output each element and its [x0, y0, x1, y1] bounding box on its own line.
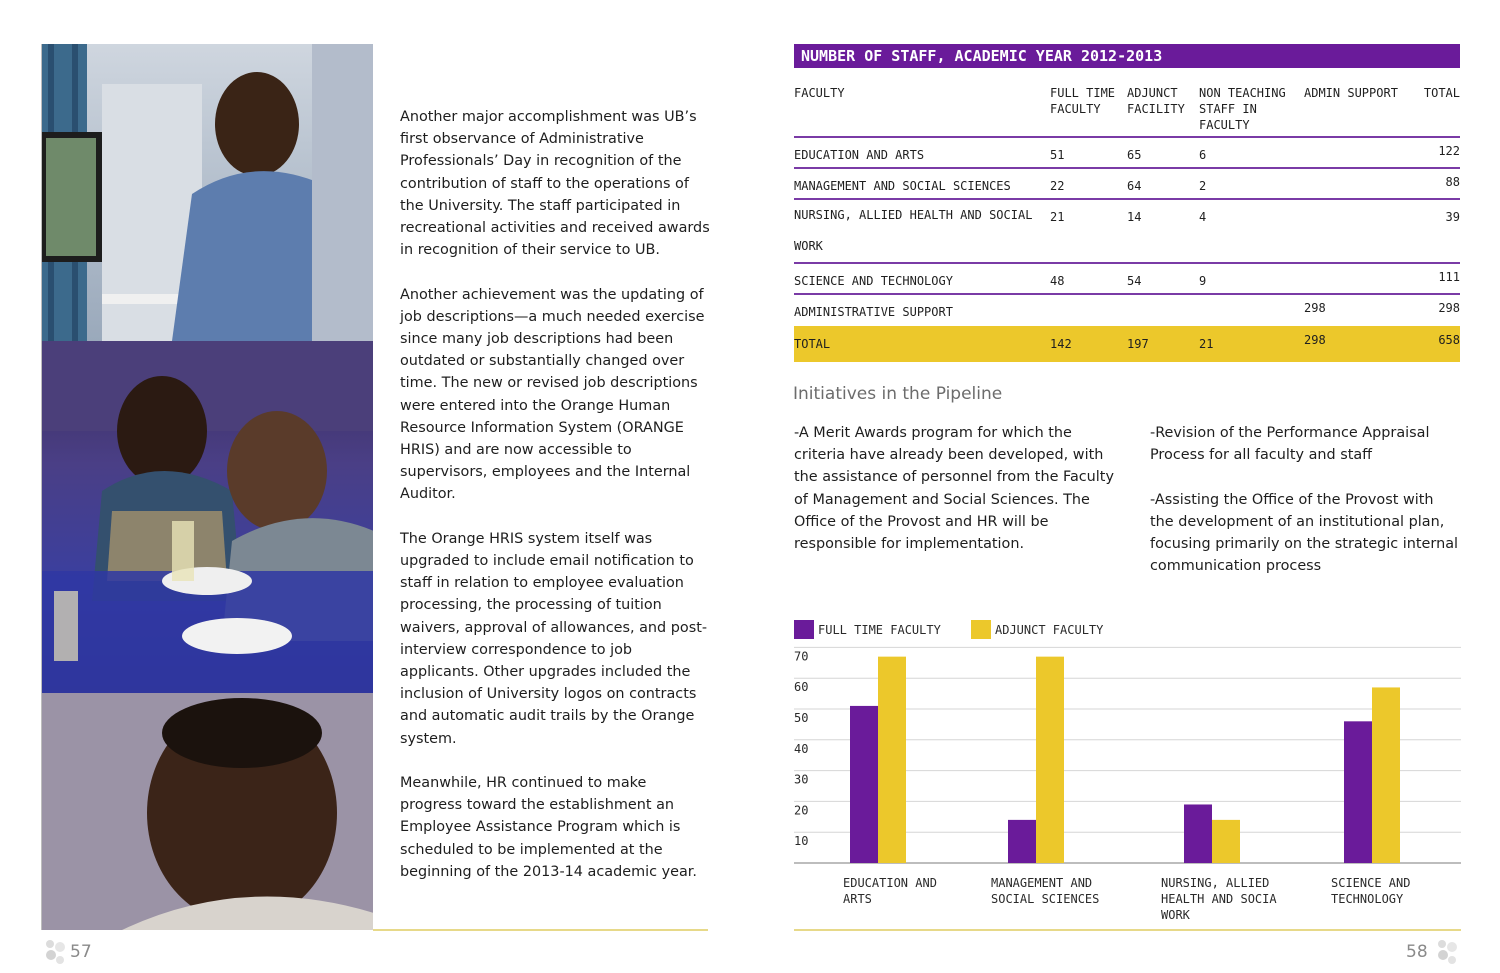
table-cell — [1050, 295, 1127, 326]
table-total-row — [794, 326, 1460, 362]
table-cell: 48 — [1050, 274, 1065, 288]
section-heading: Initiatives in the Pipeline — [793, 384, 1003, 404]
bar — [1372, 687, 1400, 863]
table-cell: 39 — [1445, 210, 1460, 224]
table-cell — [1127, 295, 1199, 326]
folio-ornament-icon — [1434, 938, 1460, 966]
table-cell: 122 — [1438, 144, 1460, 158]
table-cell: 64 — [1127, 179, 1142, 193]
bar — [1036, 657, 1064, 863]
left-body-text — [400, 106, 712, 905]
column-header: ADMIN SUPPORT — [1304, 86, 1398, 100]
table-title: NUMBER OF STAFF, ACADEMIC YEAR 2012-2013 — [794, 44, 1460, 68]
paragraph: Another major accomplishment was UB’s first observance of Administrative Professionals’ Day in recognition of the contribution of staff to the operations of the University. The staff participated in recreational activities and received awards in recognition of their service to UB. — [400, 109, 710, 259]
x-category-label: SCIENCE AND — [1331, 876, 1411, 890]
x-category-label: WORK — [1161, 908, 1190, 922]
table-cell: ADMINISTRATIVE SUPPORT — [794, 305, 953, 319]
paragraph: The Orange HRIS system itself was upgraded to include email notification to staff in relation to employee evaluation processing, the processing of tuition waivers, approval of allowances, and post-interview correspondence to job applicants. Other upgrades included the inclusion of University logos on contracts and automatic audit trails by the Orange system. — [400, 530, 708, 747]
x-category-label: EDUCATION AND — [843, 876, 937, 890]
table-cell: 2 — [1199, 179, 1207, 193]
paragraph: Meanwhile, HR continued to make progress toward the establishment an Employee Assistance Program which is scheduled to be implemented at the beginning of the 2013-14 academic year. — [400, 775, 697, 880]
initiative-item: -A Merit Awards program for which the criteria have already been developed, with the assistance of personnel from the Faculty of Management and Social Sciences. The Office of the Provost and HR will be responsible for implementation. — [794, 425, 1114, 553]
initiatives-right-column — [1150, 422, 1460, 600]
legend-swatch — [794, 620, 814, 639]
table-header-row — [794, 84, 1460, 138]
table-cell: 298 — [1438, 301, 1460, 315]
table-cell: 21 — [1050, 210, 1065, 224]
photo-staff-portrait — [42, 693, 373, 930]
bar — [1344, 721, 1372, 863]
table-cell: 88 — [1445, 175, 1460, 189]
x-category-label: MANAGEMENT AND — [991, 876, 1093, 890]
bar — [878, 657, 906, 863]
table-row — [794, 295, 1460, 326]
photo-collage — [41, 44, 373, 930]
table-cell: SCIENCE AND TECHNOLOGY — [794, 274, 953, 288]
table-row — [794, 264, 1460, 295]
column-header: NON TEACHING STAFF IN FACULTY — [1199, 86, 1286, 132]
table-cell: 9 — [1199, 274, 1207, 288]
y-tick-label: 40 — [794, 741, 809, 756]
y-tick-label: 60 — [794, 680, 809, 695]
table-cell: TOTAL — [794, 337, 831, 351]
x-category-label: NURSING, ALLIED — [1161, 876, 1270, 890]
table-cell — [1304, 138, 1404, 167]
table-cell: 298 — [1304, 333, 1326, 347]
y-tick-label: 10 — [794, 834, 809, 849]
bar — [850, 706, 878, 863]
column-header: ADJUNCT FACILITY — [1127, 86, 1185, 116]
column-header: FULL TIME FACULTY — [1050, 86, 1116, 116]
y-tick-label: 70 — [794, 649, 809, 664]
column-header: TOTAL — [1423, 86, 1460, 100]
staff-table — [794, 84, 1460, 362]
table-cell: 65 — [1127, 148, 1142, 162]
table-cell: MANAGEMENT AND SOCIAL SCIENCES — [794, 179, 1011, 193]
page-number-left: 57 — [70, 942, 92, 962]
table-row — [794, 200, 1460, 264]
footer-rule-right — [794, 929, 1461, 931]
bar — [1184, 804, 1212, 863]
table-cell: 111 — [1438, 270, 1460, 284]
table-cell: 22 — [1050, 179, 1065, 193]
bar — [1008, 820, 1036, 863]
photo-staff-dining — [42, 341, 373, 693]
table-cell: 51 — [1050, 148, 1065, 162]
y-tick-label: 50 — [794, 711, 809, 725]
x-category-label: ARTS — [843, 892, 872, 906]
legend-label: ADJUNCT FACULTY — [995, 623, 1104, 637]
initiative-item: -Revision of the Performance Appraisal Process for all faculty and staff — [1150, 425, 1430, 464]
y-tick-label: 30 — [794, 772, 809, 787]
paragraph: Another achievement was the updating of job descriptions—a much needed exercise since many job descriptions had been outdated or substantially changed over time. The new or revised job descriptions were entered into the Orange Human Resource Information System (ORANGE HRIS) and are now accessible to supervisors, employees and the Internal Auditor. — [400, 286, 705, 503]
table-cell: NURSING, ALLIED HEALTH AND SOCIAL WORK — [794, 208, 1033, 253]
y-tick-label: 20 — [794, 803, 809, 818]
page-number-right: 58 — [1406, 942, 1428, 962]
table-cell: 54 — [1127, 274, 1142, 288]
faculty-bar-chart — [780, 610, 1470, 930]
initiative-item: -Assisting the Office of the Provost with the development of an institutional plan, focusing primarily on the strategic internal communication process — [1150, 491, 1459, 575]
table-cell — [1304, 200, 1404, 262]
initiatives-left-column — [794, 422, 1124, 577]
table-cell: 142 — [1050, 337, 1072, 351]
footer-rule-left — [373, 929, 708, 931]
table-cell: 14 — [1127, 210, 1142, 224]
table-cell: 4 — [1199, 210, 1207, 224]
table-cell: EDUCATION AND ARTS — [794, 148, 925, 162]
legend-swatch — [971, 620, 991, 639]
legend-label: FULL TIME FACULTY — [818, 623, 941, 637]
table-cell: 197 — [1127, 337, 1149, 351]
table-cell: 658 — [1438, 333, 1460, 347]
table-row — [794, 138, 1460, 169]
x-category-label: HEALTH AND SOCIA — [1161, 892, 1277, 906]
column-header: FACULTY — [794, 86, 845, 100]
table-cell: 298 — [1304, 301, 1326, 315]
table-cell: 6 — [1199, 148, 1207, 162]
x-category-label: SOCIAL SCIENCES — [991, 892, 1100, 906]
photo-staff-at-monitor — [42, 44, 373, 341]
folio-ornament-icon — [42, 938, 68, 966]
table-cell — [1304, 264, 1404, 293]
x-category-label: TECHNOLOGY — [1331, 892, 1404, 906]
table-cell — [1304, 169, 1404, 198]
table-cell: 21 — [1199, 337, 1214, 351]
bar — [1212, 820, 1240, 863]
table-cell — [1199, 295, 1304, 326]
table-row — [794, 169, 1460, 200]
chart-canvas — [780, 610, 1470, 930]
